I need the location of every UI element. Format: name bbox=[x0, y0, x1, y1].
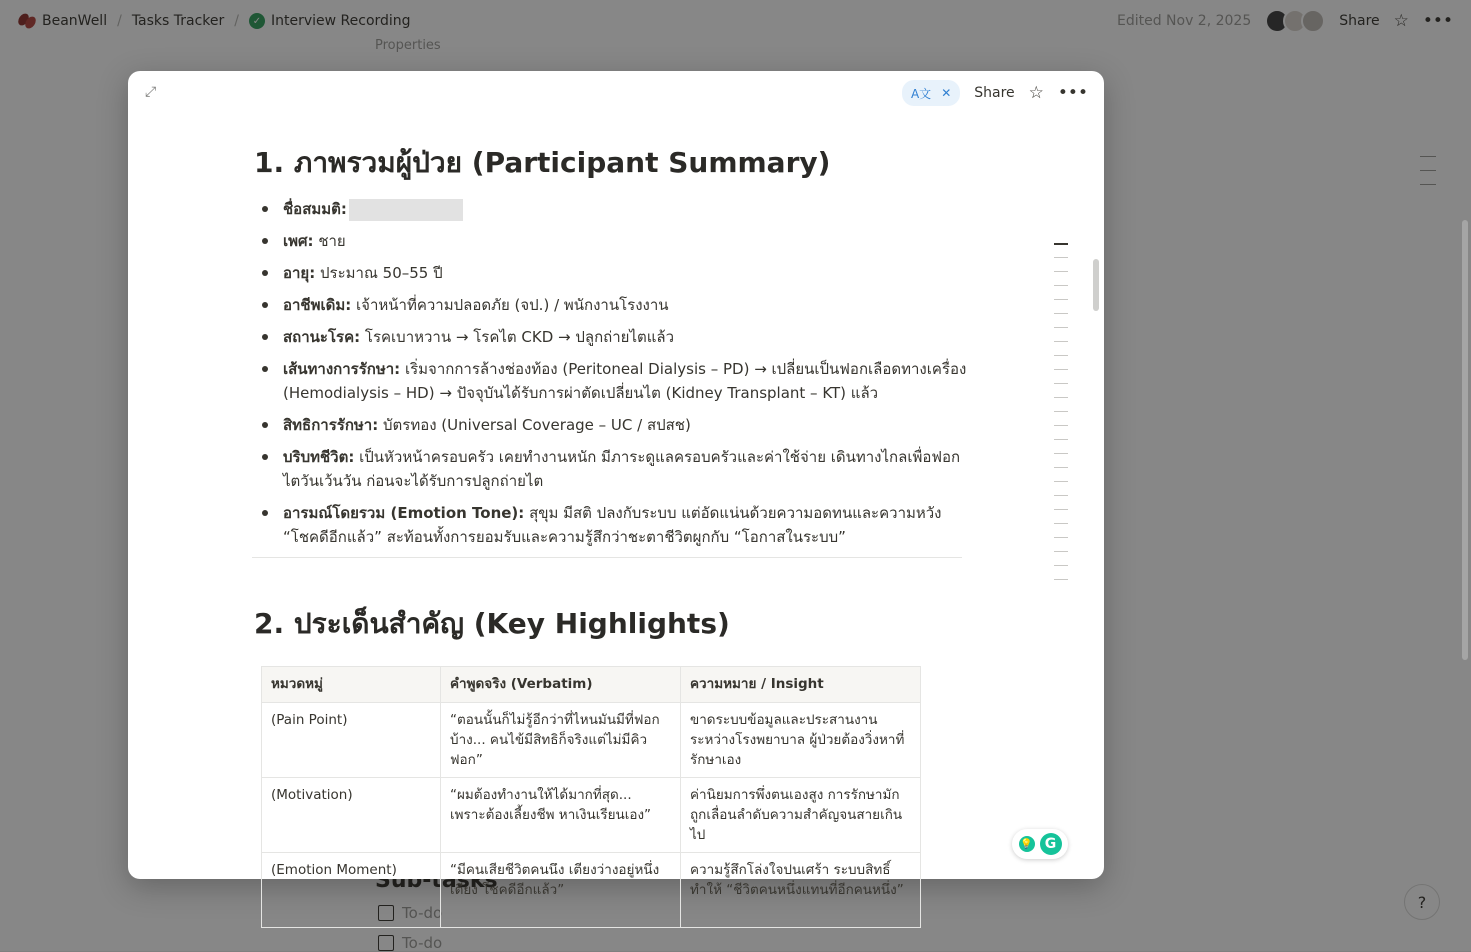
translate-toggle[interactable] bbox=[902, 80, 960, 106]
item-value: เริ่มจากการล้างช่องท้อง (Peritoneal Dialysis – PD) → เปลี่ยนเป็นฟอกเลือดทางเครื่อง (Hemodialysis – HD) → ปัจจุบันได้รับการผ่าตัดเปลี่ยนไต (Kidney Transplant – KT) แล้ว bbox=[283, 360, 967, 402]
peek-modal bbox=[128, 71, 1104, 898]
close-icon[interactable]: ✕ bbox=[941, 86, 952, 100]
list-item bbox=[254, 413, 974, 437]
star-icon[interactable]: ☆ bbox=[1028, 82, 1044, 103]
table-cell[interactable]: ขาดระบบข้อมูลและประสานงานระหว่างโรงพยาบาล ผู้ป่วยต้องวิ่งหาที่รักษาเอง bbox=[681, 703, 921, 778]
document-content bbox=[254, 141, 974, 928]
item-value: เจ้าหน้าที่ความปลอดภัย (จป.) / พนักงานโรงงาน bbox=[356, 296, 669, 314]
grammarly-widget[interactable] bbox=[1012, 829, 1068, 859]
share-button[interactable]: Share bbox=[974, 85, 1015, 101]
item-value: ชาย bbox=[318, 232, 346, 250]
section-heading-highlights: 2. ประเด็นสำคัญ (Key Highlights) bbox=[254, 607, 730, 640]
more-options-icon[interactable]: ••• bbox=[1057, 82, 1088, 103]
section-heading-summary: 1. ภาพรวมผู้ป่วย (Participant Summary) bbox=[254, 146, 831, 179]
table-cell[interactable]: “ตอนนั้นก็ไม่รู้อีกว่าที่ไหนมันมีที่ฟอกบ้าง... คนไข้มีสิทธิก็จริงแต่ไม่มีคิวฟอก” bbox=[441, 703, 681, 778]
item-label: สถานะโรค: bbox=[283, 328, 361, 346]
table-cell[interactable]: ค่านิยมการพึ่งตนเองสูง การรักษามักถูกเลื่อนลำดับความสำคัญจนสายเกินไป bbox=[681, 778, 921, 853]
list-item bbox=[254, 293, 974, 317]
table-cell[interactable]: “มีคนเสียชีวิตคนนึง เตียงว่างอยู่หนึ่งเตียง โชคดีอีกแล้ว” bbox=[441, 853, 681, 928]
table-cell[interactable]: “ผมต้องทำงานให้ได้มากที่สุด... เพราะต้องเลี้ยงชีพ หาเงินเรียนเอง” bbox=[441, 778, 681, 853]
divider bbox=[252, 557, 962, 558]
modal-scrollbar[interactable] bbox=[1093, 259, 1099, 311]
item-label: อารมณ์โดยรวม (Emotion Tone): bbox=[283, 504, 525, 522]
item-label: ชื่อสมมติ: bbox=[283, 200, 347, 218]
list-item bbox=[254, 357, 974, 405]
summary-list bbox=[254, 197, 974, 549]
table-cell[interactable]: ความรู้สึกโล่งใจปนเศร้า ระบบสิทธิ์ทำให้ “ชีวิตคนหนึ่งแทนที่อีกคนหนึ่ง” bbox=[681, 853, 921, 928]
item-value: โรคเบาหวาน → โรคไต CKD → ปลูกถ่ายไตแล้ว bbox=[364, 328, 675, 346]
grammarly-icon[interactable]: G bbox=[1040, 833, 1062, 855]
page-scrollbar[interactable] bbox=[1462, 220, 1468, 660]
lightbulb-icon[interactable]: 💡 bbox=[1019, 836, 1035, 852]
list-item bbox=[254, 445, 974, 493]
item-value: ประมาณ 50–55 ปี bbox=[320, 264, 443, 282]
column-header: คำพูดจริง (Verbatim) bbox=[441, 667, 681, 703]
table-cell[interactable]: (Emotion Moment) bbox=[262, 853, 441, 928]
item-value: บัตรทอง (Universal Coverage – UC / สปสช) bbox=[383, 416, 691, 434]
item-label: อายุ: bbox=[283, 264, 316, 282]
list-item bbox=[254, 325, 974, 349]
modal-actions bbox=[902, 80, 1088, 106]
table-cell[interactable]: (Motivation) bbox=[262, 778, 441, 853]
list-item bbox=[254, 501, 974, 549]
modal-header bbox=[128, 71, 1104, 115]
table-cell[interactable]: (Pain Point) bbox=[262, 703, 441, 778]
table-row bbox=[262, 778, 921, 853]
table-row bbox=[262, 703, 921, 778]
redacted-block bbox=[349, 199, 463, 221]
table-row bbox=[262, 853, 921, 928]
list-item bbox=[254, 197, 974, 221]
item-label: อาชีพเดิม: bbox=[283, 296, 352, 314]
item-label: เพศ: bbox=[283, 232, 314, 250]
table-header-row bbox=[262, 667, 921, 703]
item-value: เป็นหัวหน้าครอบครัว เคยทำงานหนัก มีภาระดูแลครอบครัวและค่าใช้จ่าย เดินทางไกลเพื่อฟอกไตวันเว้นวัน ก่อนจะได้รับการปลูกถ่ายไต bbox=[283, 448, 961, 490]
item-label: สิทธิการรักษา: bbox=[283, 416, 379, 434]
list-item bbox=[254, 261, 974, 285]
translate-icon: A文 bbox=[910, 86, 932, 101]
table-of-contents-outline[interactable] bbox=[1054, 243, 1068, 593]
item-label: บริบทชีวิต: bbox=[283, 448, 355, 466]
list-item bbox=[254, 229, 974, 253]
column-header: หมวดหมู่ bbox=[262, 667, 441, 703]
item-value: สุขุม มีสติ ปลงกับระบบ แต่อัดแน่นด้วยความอดทนและความหวัง “โชคดีอีกแล้ว” สะท้อนทั้งการยอมรับและความรู้สึกว่าชะตาชีวิตผูกกับ “โอกาสในระบบ” bbox=[283, 504, 942, 546]
item-label: เส้นทางการรักษา: bbox=[283, 360, 401, 378]
column-header: ความหมาย / Insight bbox=[681, 667, 921, 703]
highlights-table bbox=[261, 666, 921, 928]
expand-icon[interactable]: ⤢ bbox=[145, 84, 157, 100]
